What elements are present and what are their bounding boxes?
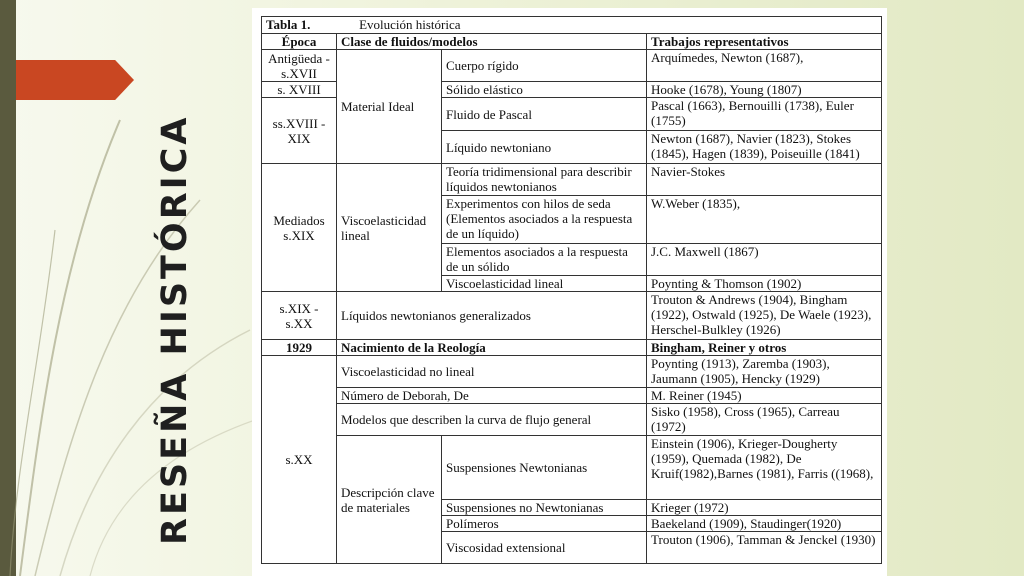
cell-sub: Líquido newtoniano	[442, 131, 647, 164]
header-trabajos: Trabajos representativos	[647, 34, 882, 50]
cell-sub: Fluido de Pascal	[442, 98, 647, 131]
cell-sub: Suspensiones Newtonianas	[442, 436, 647, 500]
cell-clase: Líquidos newtonianos generalizados	[337, 292, 647, 340]
cell-trabajos: Newton (1687), Navier (1823), Stokes (1845), Hagen (1839), Poiseuille (1841)	[647, 131, 882, 164]
cell-epoca: 1929	[262, 340, 337, 356]
cell-trabajos: Hooke (1678), Young (1807)	[647, 82, 882, 98]
cell-trabajos: Navier-Stokes	[647, 164, 882, 196]
cell-trabajos: Bingham, Reiner y otros	[647, 340, 882, 356]
cell-epoca: s. XVIII	[262, 82, 337, 98]
cell-sub: Suspensiones no Newtonianas	[442, 500, 647, 516]
cell-trabajos: Arquímedes, Newton (1687),	[647, 50, 882, 82]
table-caption-label: Tabla 1.	[266, 17, 311, 32]
cell-sub: Cuerpo rígido	[442, 50, 647, 82]
cell-trabajos: M. Reiner (1945)	[647, 388, 882, 404]
cell-trabajos: Trouton & Andrews (1904), Bingham (1922), Ostwald (1925), De Waele (1923), Herschel-Bulkley (1926)	[647, 292, 882, 340]
cell-trabajos: Poynting & Thomson (1902)	[647, 276, 882, 292]
cell-sub: Elementos asociados a la respuesta de un sólido	[442, 244, 647, 276]
cell-trabajos: Sisko (1958), Cross (1965), Carreau (1972)	[647, 404, 882, 436]
slide-title: RESEÑA HISTÓRICA	[155, 114, 195, 545]
header-epoca: Época	[262, 34, 337, 50]
cell-epoca: Antigüeda - s.XVII	[262, 50, 337, 82]
history-table	[261, 16, 882, 564]
cell-clase: Material Ideal	[337, 50, 442, 164]
table-caption	[262, 17, 882, 34]
cell-epoca: s.XX	[262, 356, 337, 564]
cell-sub: Viscoelasticidad lineal	[442, 276, 647, 292]
cell-epoca: Mediados s.XIX	[262, 164, 337, 292]
cell-clase: Viscoelasticidad lineal	[337, 164, 442, 292]
cell-trabajos: Krieger (1972)	[647, 500, 882, 516]
cell-clase: Viscoelasticidad no lineal	[337, 356, 647, 388]
cell-sub: Experimentos con hilos de seda (Elementos asociados a la respuesta de un líquido)	[442, 196, 647, 244]
cell-trabajos: Einstein (1906), Krieger-Dougherty (1959), Quemada (1982), De Kruif(1982),Barnes (1981), Farris ((1968),	[647, 436, 882, 500]
cell-trabajos: J.C. Maxwell (1867)	[647, 244, 882, 276]
cell-clase: Modelos que describen la curva de flujo general	[337, 404, 647, 436]
cell-sub: Polímeros	[442, 516, 647, 532]
table-panel	[252, 8, 887, 576]
table-caption-title: Evolución histórica	[359, 17, 461, 32]
cell-trabajos: Poynting (1913), Zaremba (1903), Jaumann (1905), Hencky (1929)	[647, 356, 882, 388]
cell-clase: Número de Deborah, De	[337, 388, 647, 404]
cell-epoca: ss.XVIII - XIX	[262, 98, 337, 164]
decorative-swirl-lines	[0, 0, 260, 576]
cell-sub: Teoría tridimensional para describir líquidos newtonianos	[442, 164, 647, 196]
cell-trabajos: Pascal (1663), Bernouilli (1738), Euler (1755)	[647, 98, 882, 131]
cell-clase: Descripción clave de materiales	[337, 436, 442, 564]
cell-sub: Sólido elástico	[442, 82, 647, 98]
cell-trabajos: Trouton (1906), Tamman & Jenckel (1930)	[647, 532, 882, 564]
header-clase: Clase de fluidos/modelos	[337, 34, 647, 50]
cell-trabajos: Baekeland (1909), Staudinger(1920)	[647, 516, 882, 532]
cell-trabajos: W.Weber (1835),	[647, 196, 882, 244]
cell-sub: Viscosidad extensional	[442, 532, 647, 564]
cell-clase: Nacimiento de la Reología	[337, 340, 647, 356]
cell-epoca: s.XIX - s.XX	[262, 292, 337, 340]
